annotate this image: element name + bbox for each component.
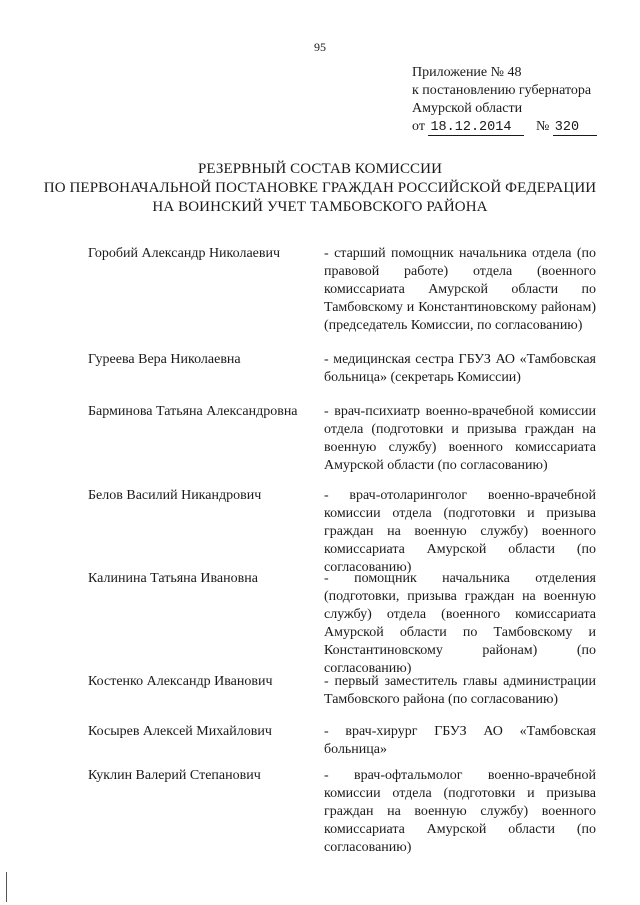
member-name: Гуреева Вера Николаевна — [88, 352, 241, 367]
member-role: - старший помощник начальника отдела (по правовой работе) отдела (военного комиссариата Амурской области по Тамбовскому и Константиновскому районам) (председатель Комиссии, по согласованию) — [324, 246, 596, 333]
member-role: - врач-отоларинголог военно-врачебной комиссии отдела (подготовки и призыва граждан на военную службу) военного комиссариата Амурской области (по согласованию) — [324, 488, 596, 575]
member-name: Куклин Валерий Степанович — [88, 768, 261, 783]
member-name: Косырев Алексей Михайлович — [88, 724, 272, 739]
member-role: - врач-офтальмолог военно-врачебной комиссии отдела (подготовки и призыва граждан на военную службу) военного комиссариата Амурской области (по согласованию) — [324, 768, 596, 855]
member-role: - первый заместитель главы администрации Тамбовского района (по согласованию) — [324, 674, 596, 707]
appendix-decree-reference: к постановлению губернатора — [412, 83, 592, 98]
appendix-date-line — [412, 118, 597, 136]
member-name: Костенко Александр Иванович — [88, 674, 273, 689]
page-number: 95 — [314, 40, 326, 54]
member-role: - медицинская сестра ГБУЗ АО «Тамбовская больница» (секретарь Комиссии) — [324, 352, 596, 385]
decree-number: 320 — [553, 120, 597, 136]
member-role: - врач-хирург ГБУЗ АО «Тамбовская больница» — [324, 724, 596, 757]
member-role: - врач-психиатр военно-врачебной комиссии отдела (подготовки и призыва граждан на военную службу) военного комиссариата Амурской области (по согласованию) — [324, 404, 596, 473]
document-title — [0, 160, 640, 217]
appendix-title: Приложение № 48 — [412, 65, 522, 80]
appendix-block — [412, 64, 597, 136]
title-line-1: РЕЗЕРВНЫЙ СОСТАВ КОМИССИИ — [197, 161, 443, 177]
title-line-2: ПО ПЕРВОНАЧАЛЬНОЙ ПОСТАНОВКЕ ГРАЖДАН РОССИЙСКОЙ ФЕДЕРАЦИИ — [43, 180, 597, 196]
member-name: Калинина Татьяна Ивановна — [88, 571, 258, 586]
member-name: Горобий Александр Николаевич — [88, 246, 281, 261]
scan-edge-mark — [6, 872, 7, 902]
number-sign: № — [535, 119, 550, 134]
title-line-3: НА ВОИНСКИЙ УЧЕТ ТАМБОВСКОГО РАЙОНА — [152, 199, 488, 215]
decree-date: 18.12.2014 — [428, 120, 524, 136]
member-name: Белов Василий Никандрович — [88, 488, 262, 503]
date-prefix: от — [412, 119, 425, 134]
appendix-region: Амурской области — [412, 101, 523, 116]
member-role: - помощник начальника отделения (подготовки, призыва граждан на военную службу) отдела (военного комиссариата Амурской области по Тамбовскому и Константиновскому районам) (по согласованию) — [324, 571, 596, 676]
member-name: Барминова Татьяна Александровна — [88, 404, 298, 419]
